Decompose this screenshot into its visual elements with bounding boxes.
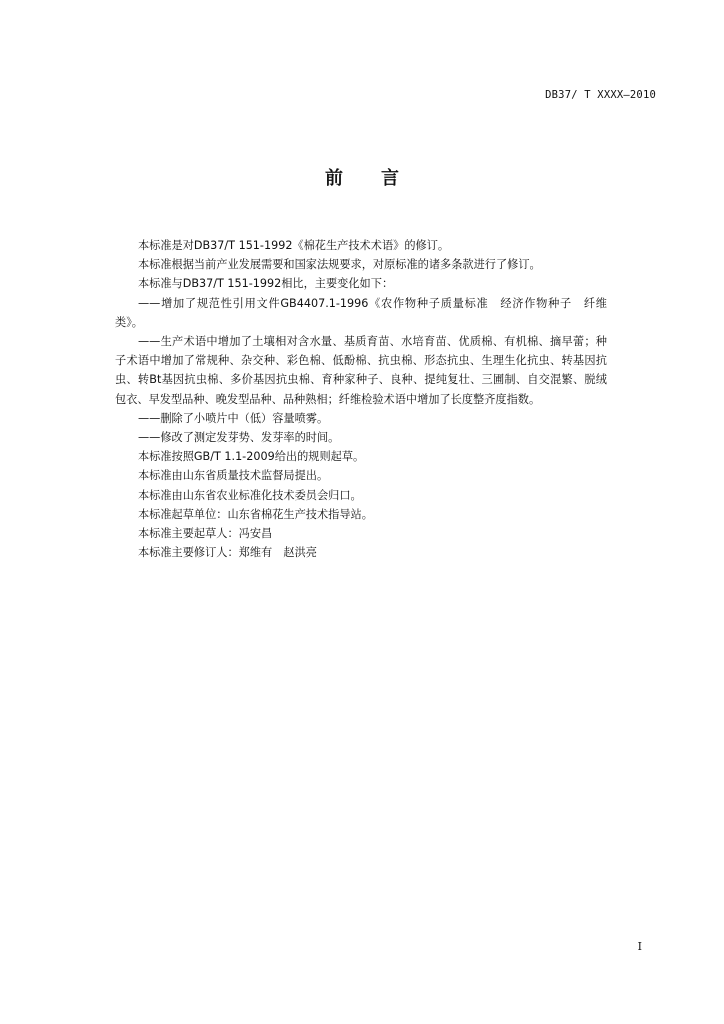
paragraph-revision-reason: 本标准根据当前产业发展需要和国家法规要求，对原标准的诸多条款进行了修订。: [137, 258, 541, 272]
document-body: [115, 236, 607, 562]
paragraph-main-drafter: 本标准主要起草人：冯安昌: [137, 527, 273, 541]
title-char-1: 前: [325, 168, 343, 189]
paragraph-change-deleted: ——删除了小喷片中（低）容量喷雾。: [137, 411, 329, 425]
paragraph-change-modified: ——修改了测定发芽势、发芽率的时间。: [137, 431, 340, 445]
standard-code-header: DB37/ T XXXX—2010: [545, 89, 656, 101]
title-char-2: 言: [381, 168, 399, 189]
paragraph-change-added-reference: ——增加了规范性引用文件GB4407.1-1996《农作物种子质量标准 经济作物种子 纤维类》。: [115, 296, 607, 329]
paragraph-centralized-by: 本标准由山东省农业标准化技术委员会归口。: [137, 488, 362, 502]
paragraph-main-reviser: 本标准主要修订人：郑维有 赵洪亮: [137, 546, 317, 560]
page-number: I: [637, 940, 642, 953]
paragraph-drafting-rules: 本标准按照GB/T 1.1-2009给出的规则起草。: [137, 450, 365, 464]
paragraph-proposer: 本标准由山东省质量技术监督局提出。: [137, 469, 329, 483]
paragraph-change-added-terms: ——生产术语中增加了土壤相对含水量、基质育苗、水培育苗、优质棉、有机棉、摘早蕾；种子术语中增加了常规种、杂交种、彩色棉、低酚棉、抗虫棉、形态抗虫、生理生化抗虫、转基因抗虫、转Bt基因抗虫棉、多价基因抗虫棉、育种家种子、良种、提纯复壮、三圃制、自交混繁、脱绒包衣、早发型品种、晚发型品种、品种熟相；纤维检验术语中增加了长度整齐度指数。: [115, 335, 607, 406]
page-title: [0, 164, 724, 190]
paragraph-drafting-unit: 本标准起草单位：山东省棉花生产技术指导站。: [137, 507, 373, 521]
paragraph-changes-intro: 本标准与DB37/T 151-1992相比，主要变化如下：: [137, 277, 394, 291]
paragraph-revision-note: 本标准是对DB37/T 151-1992《棉花生产技术术语》的修订。: [137, 239, 450, 252]
